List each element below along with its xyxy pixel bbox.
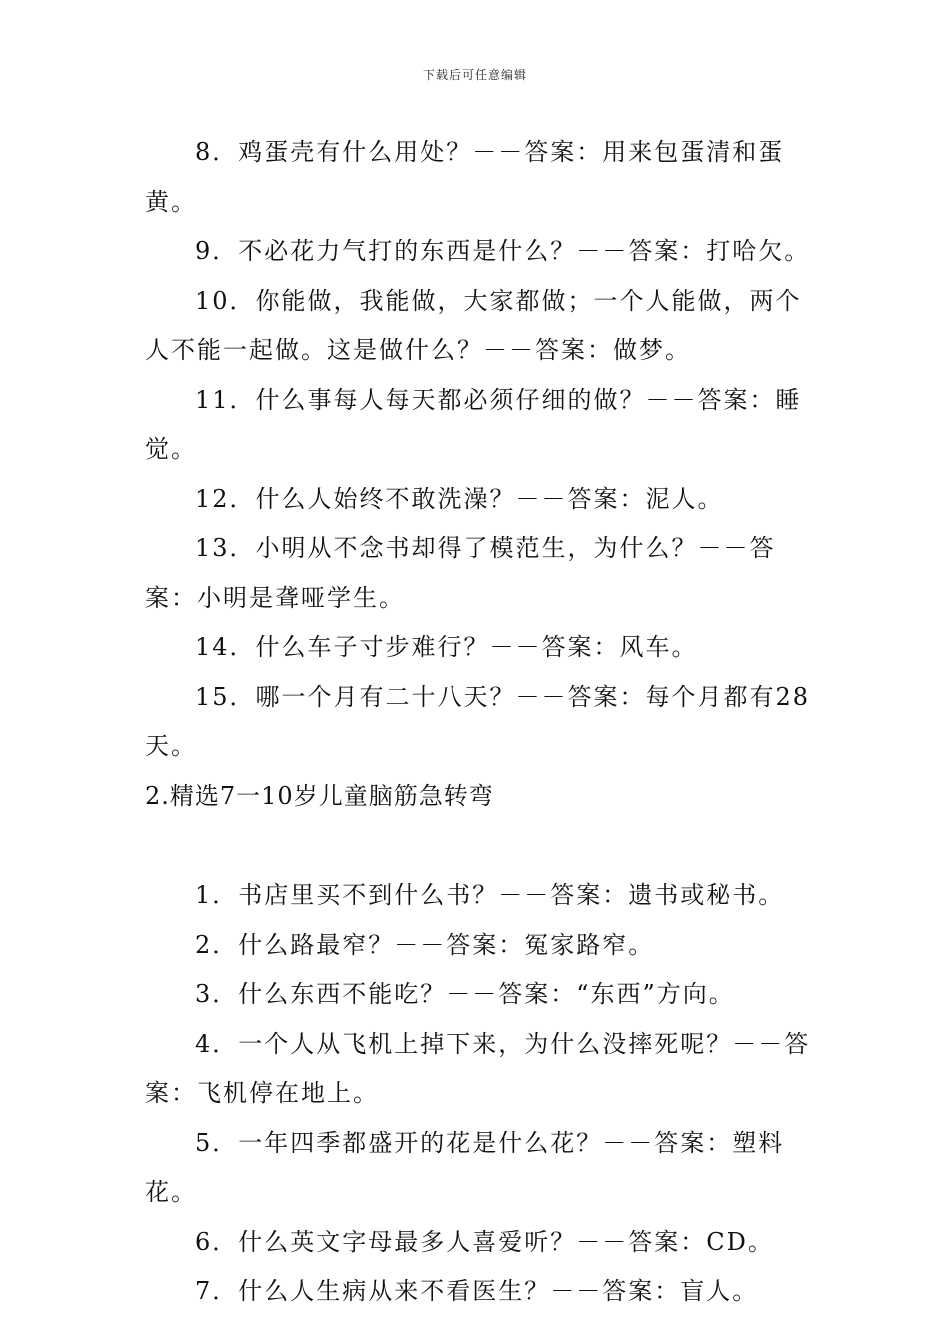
section-heading: 2.精选7一10岁儿童脑筋急转弯 [145,781,494,810]
riddle-paragraph: 9．不必花力气打的东西是什么？－－答案：打哈欠。 [195,237,811,265]
riddle-paragraph: 3．什么东西不能吃？－－答案：“东西”方向。 [195,980,735,1008]
riddle-paragraph: 12．什么人始终不敢洗澡？－－答案：泥人。 [195,484,724,513]
riddle-paragraph: 13．小明从不念书却得了模范生，为什么？－－答案：小明是聋哑学生。 [145,534,776,612]
riddle-paragraph: 11．什么事每人每天都必须仔细的做？－－答案：睡觉。 [145,385,802,463]
riddle-paragraph: 10．你能做，我能做，大家都做；一个人能做，两个人不能一起做。这是做什么？－－答案：做梦。 [145,286,802,364]
page-header-note: 下载后可任意编辑 [422,68,527,82]
riddle-paragraph: 1．书店里买不到什么书？－－答案：遗书或秘书。 [195,881,785,909]
riddle-paragraph: 5．一年四季都盛开的花是什么花？－－答案：塑料花。 [145,1128,785,1206]
riddle-paragraph: 6．什么英文字母最多人喜爱听？－－答案：CD。 [195,1227,774,1256]
riddle-paragraph: 4．一个人从飞机上掉下来，为什么没摔死呢？－－答案：飞机停在地上。 [145,1029,811,1107]
riddle-paragraph: 2．什么路最窄？－－答案：冤家路窄。 [195,930,655,959]
riddle-paragraph: 7．什么人生病从来不看医生？－－答案：盲人。 [195,1277,759,1305]
riddle-paragraph: 15．哪一个月有二十八天？－－答案：每个月都有28天。 [145,682,811,760]
riddle-paragraph: 8．鸡蛋壳有什么用处？－－答案：用来包蛋清和蛋黄。 [145,138,785,216]
riddle-paragraph: 14．什么车子寸步难行？－－答案：风车。 [195,633,698,661]
document-body [145,128,825,1317]
